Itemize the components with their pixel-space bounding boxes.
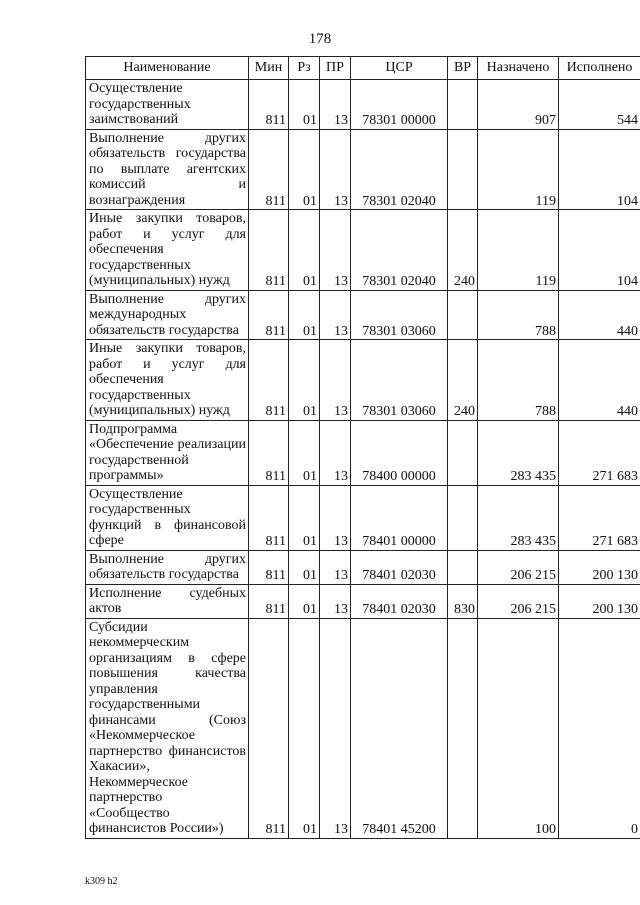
- row-min: 811: [249, 550, 289, 584]
- row-executed: 271 683: [559, 420, 640, 485]
- row-min: 811: [249, 618, 289, 838]
- row-csr: 78301 00000: [351, 80, 448, 130]
- table-row: [86, 485, 640, 550]
- row-pr: 13: [320, 485, 351, 550]
- row-csr: 78401 45200: [351, 618, 448, 838]
- row-csr: 78301 03060: [351, 290, 448, 340]
- row-csr: 78401 02030: [351, 550, 448, 584]
- table-row: [86, 290, 640, 340]
- table-row: [86, 340, 640, 421]
- header-name: Наименование: [86, 57, 249, 80]
- row-vr: [448, 80, 478, 130]
- row-rz: 01: [289, 340, 320, 421]
- row-csr: 78401 00000: [351, 485, 448, 550]
- header-vr: ВР: [448, 57, 478, 80]
- row-min: 811: [249, 485, 289, 550]
- row-name: Иные закупки товаров, работ и услуг для обеспечения государственных (муниципальных) нужд: [86, 340, 249, 421]
- row-min: 811: [249, 80, 289, 130]
- row-executed: 440: [559, 340, 640, 421]
- row-vr: [448, 290, 478, 340]
- row-min: 811: [249, 129, 289, 210]
- row-executed: 200 130: [559, 584, 640, 618]
- table-row: [86, 420, 640, 485]
- row-assigned: 119: [478, 129, 559, 210]
- table-row: [86, 129, 640, 210]
- row-executed: 440: [559, 290, 640, 340]
- row-pr: 13: [320, 618, 351, 838]
- row-assigned: 206 215: [478, 550, 559, 584]
- row-executed: 544: [559, 80, 640, 130]
- row-executed: 0: [559, 618, 640, 838]
- row-vr: [448, 550, 478, 584]
- header-rz: Рз: [289, 57, 320, 80]
- row-csr: 78400 00000: [351, 420, 448, 485]
- row-pr: 13: [320, 584, 351, 618]
- row-name: Иные закупки товаров, работ и услуг для обеспечения государственных (муниципальных) нужд: [86, 210, 249, 291]
- row-pr: 13: [320, 340, 351, 421]
- row-pr: 13: [320, 80, 351, 130]
- row-name: Осуществление государственных функций в финансовой сфере: [86, 485, 249, 550]
- row-rz: 01: [289, 584, 320, 618]
- row-rz: 01: [289, 210, 320, 291]
- row-min: 811: [249, 584, 289, 618]
- row-vr: [448, 129, 478, 210]
- row-assigned: 283 435: [478, 420, 559, 485]
- row-name: Исполнение судебных актов: [86, 584, 249, 618]
- row-pr: 13: [320, 550, 351, 584]
- table-row: [86, 550, 640, 584]
- table-row: [86, 618, 640, 838]
- row-rz: 01: [289, 129, 320, 210]
- row-name: Подпрограмма «Обеспечение реализации государственной программы»: [86, 420, 249, 485]
- row-csr: 78301 03060: [351, 340, 448, 421]
- header-pr: ПР: [320, 57, 351, 80]
- row-assigned: 907: [478, 80, 559, 130]
- row-rz: 01: [289, 420, 320, 485]
- row-executed: 271 683: [559, 485, 640, 550]
- row-executed: 104: [559, 129, 640, 210]
- row-pr: 13: [320, 210, 351, 291]
- header-assigned: Назначено: [478, 57, 559, 80]
- row-min: 811: [249, 340, 289, 421]
- row-pr: 13: [320, 420, 351, 485]
- row-name: Выполнение других обязательств государства по выплате агентских комиссий и вознаграждения: [86, 129, 249, 210]
- row-vr: 240: [448, 210, 478, 291]
- header-executed: Исполнено: [559, 57, 640, 80]
- row-executed: 104: [559, 210, 640, 291]
- row-assigned: 283 435: [478, 485, 559, 550]
- row-csr: 78401 02030: [351, 584, 448, 618]
- row-rz: 01: [289, 618, 320, 838]
- row-name: Субсидии некоммерческим организациям в сфере повышения качества управления государственными финансами (Союз «Некоммерческое партнерство финансистов Хакасии», Некоммерческое партнерство «Сообщество финансистов России»): [86, 618, 249, 838]
- table-header-row: [86, 57, 640, 80]
- row-min: 811: [249, 290, 289, 340]
- row-csr: 78301 02040: [351, 129, 448, 210]
- row-rz: 01: [289, 550, 320, 584]
- row-vr: 240: [448, 340, 478, 421]
- row-assigned: 788: [478, 290, 559, 340]
- row-min: 811: [249, 210, 289, 291]
- row-assigned: 100: [478, 618, 559, 838]
- row-assigned: 119: [478, 210, 559, 291]
- row-name: Выполнение других обязательств государства: [86, 550, 249, 584]
- row-rz: 01: [289, 290, 320, 340]
- row-pr: 13: [320, 129, 351, 210]
- page-number: 178: [308, 31, 332, 47]
- table-row: [86, 210, 640, 291]
- row-pr: 13: [320, 290, 351, 340]
- header-csr: ЦСР: [351, 57, 448, 80]
- row-vr: 830: [448, 584, 478, 618]
- row-csr: 78301 02040: [351, 210, 448, 291]
- footer-code: k309 h2: [85, 876, 118, 887]
- table-row: [86, 584, 640, 618]
- row-assigned: 206 215: [478, 584, 559, 618]
- row-executed: 200 130: [559, 550, 640, 584]
- budget-table: [85, 56, 640, 839]
- row-assigned: 788: [478, 340, 559, 421]
- header-min: Мин: [249, 57, 289, 80]
- row-vr: [448, 485, 478, 550]
- row-vr: [448, 618, 478, 838]
- row-rz: 01: [289, 485, 320, 550]
- row-name: Выполнение других международных обязательств государства: [86, 290, 249, 340]
- table-row: [86, 80, 640, 130]
- row-rz: 01: [289, 80, 320, 130]
- row-name: Осуществление государственных заимствований: [86, 80, 249, 130]
- row-vr: [448, 420, 478, 485]
- row-min: 811: [249, 420, 289, 485]
